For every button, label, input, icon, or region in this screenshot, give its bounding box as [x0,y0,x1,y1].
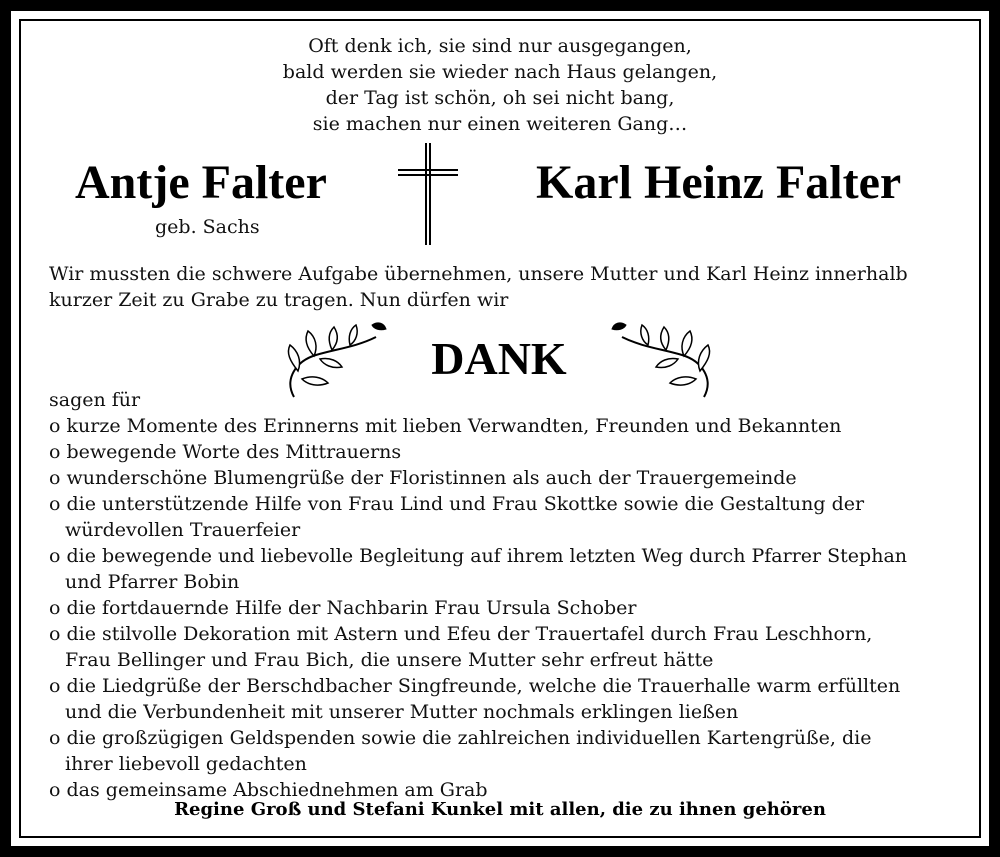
list-item-text: die unterstützende Hilfe von Frau Lind und Frau Skottke sowie die Gestaltung der [66,493,865,515]
bullet: o [49,467,61,489]
list-item-text: bewegende Worte des Mittrauerns [66,441,402,463]
poem-line: Oft denk ich, sie sind nur ausgegangen, [308,35,692,57]
obituary-notice [11,11,989,846]
deceased-name-right: Karl Heinz Falter [536,156,902,209]
list-item [49,673,979,725]
poem-line: bald werden sie wieder nach Haus gelangen, [282,61,718,83]
intro-line: kurzer Zeit zu Grabe zu tragen. Nun dürfen wir [49,289,509,311]
bullet: o [49,727,61,749]
heading-dank: DANK [431,333,567,384]
list-item [49,439,979,465]
list-item-text: und Pfarrer Bobin [65,571,240,593]
birthname: geb. Sachs [155,216,260,238]
bullet: o [49,441,61,463]
bullet: o [49,545,61,567]
poem [11,33,989,137]
bullet: o [49,779,61,801]
list-item-text: ihrer liebevoll gedachten [65,753,307,775]
list-item-text: und die Verbundenheit mit unserer Mutter nochmals erklingen ließen [65,701,739,723]
deceased-name-left: Antje Falter [75,156,327,209]
intro-text [49,261,979,313]
intro-line: Wir mussten die schwere Aufgabe übernehmen, unsere Mutter und Karl Heinz innerhalb [49,263,908,285]
list-item-text: die großzügigen Geldspenden sowie die zahlreichen individuellen Kartengrüße, die [66,727,872,749]
poem-line: der Tag ist schön, oh sei nicht bang, [325,87,675,109]
bullet: o [49,623,61,645]
list-item [49,491,979,543]
list-item [49,413,979,439]
bullet: o [49,675,61,697]
list-item-text: die fortdauernde Hilfe der Nachbarin Frau Ursula Schober [66,597,637,619]
list-item-text: die Liedgrüße der Berschdbacher Singfreunde, welche die Trauerhalle warm erfüllten [66,675,901,697]
thanks-lead: sagen für [49,389,141,411]
cross-icon [396,143,460,245]
list-item [49,465,979,491]
list-item [49,621,979,673]
thanks-list [49,387,979,803]
list-item [49,725,979,777]
list-item [49,543,979,595]
list-item-text: Frau Bellinger und Frau Bich, die unsere Mutter sehr erfreut hätte [65,649,714,671]
signature: Regine Groß und Stefani Kunkel mit allen, die zu ihnen gehören [174,799,826,820]
list-item-text: die bewegende und liebevolle Begleitung auf ihrem letzten Weg durch Pfarrer Stephan [66,545,908,567]
list-item-text: wunderschöne Blumengrüße der Floristinnen als auch der Trauergemeinde [66,467,797,489]
list-item-text: das gemeinsame Abschiednehmen am Grab [66,779,488,801]
bullet: o [49,415,61,437]
bullet: o [49,493,61,515]
list-item [49,595,979,621]
list-item-text: kurze Momente des Erinnerns mit lieben Verwandten, Freunden und Bekannten [66,415,842,437]
poem-line: sie machen nur einen weiteren Gang… [312,113,688,135]
list-item-text: würdevollen Trauerfeier [65,519,301,541]
list-item-text: die stilvolle Dekoration mit Astern und Efeu der Trauertafel durch Frau Leschhorn, [66,623,873,645]
bullet: o [49,597,61,619]
